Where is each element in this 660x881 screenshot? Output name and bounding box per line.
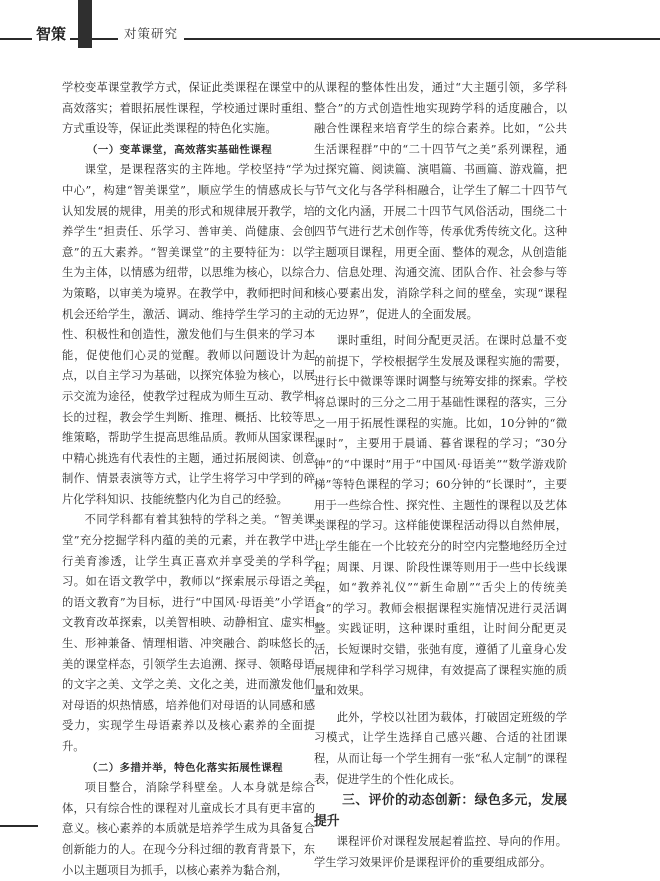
left-column	[62, 78, 315, 881]
paragraph: 从课程的整体性出发，通过“大主题引领，多学科整合”的方式创造性地实现跨学科的适度融合，以融合性课程来培育学生的综合素养。比如，“公共生活课程群”中的“二十四节气之美”系列课程，通过探究篇、阅读篇、演唱篇、书画篇、游戏篇，把节气文化与各学科相融合，让学生了解二十四节气的文化内涵，开展二十四节气风俗活动，围绕二十四节气进行艺术创作等，传承优秀传统文化。这种主题项目课程，用更全面、整体的观念，从创造能力、信息处理、沟通交流、团队合作、社会参与等核心要素出发，消除学科之间的壁垒，实现“课程的无边界”，促进人的全面发展。	[314, 81, 567, 321]
section-heading: 三、评价的动态创新：绿色多元，发展提升	[314, 793, 567, 830]
header-rule	[0, 38, 660, 40]
paragraph: 课程评价对课程发展起着监控、导向的作用。学生学习效果评价是课程评价的重要组成部分。	[314, 835, 567, 869]
right-column	[314, 78, 567, 873]
section-name: 对策研究	[118, 24, 184, 42]
paragraph: 课时重组，时间分配更灵活。在课时总量不变的前提下，学校根据学生发展及课程实施的需要，进行长中微课等课时调整与统筹安排的探索。学校将总课时的三分之二用于基础性课程的落实，三分之一用于拓展性课程的实施。比如，10分钟的“微课时”，主要用于晨诵、暮省课程的学习；“30分钟”的“中课时”用于“中国风·母语美”“数学游戏阶梯”等特色课程的学习；60分钟的“长课时”，主要用于一些综合性、探究性、主题性的课程以及艺体类课程的学习。这样能使课程活动得以自然伸展，让学生能在一个比较充分的时空内完整地经历全过程；周课、月课、阶段性课等则用于一些中长线课程，如“教养礼仪”“新生命剧”“舌尖上的传统美食”的学习。教师会根据课程实施情况进行灵活调整。实践证明，这种课时重组，让时间分配更灵活，长短课时交错，张弛有度，遵循了儿童身心发展规律和学科学习规律，有效提高了课程实施的质量和效果。	[314, 334, 567, 698]
subsection-heading: （一）变革课堂，高效落实基础性课程	[86, 143, 273, 156]
paragraph: 不同学科都有着其独特的学科之美。“智美课堂”充分挖掘学科内蕴的美的元素，并在教学中进行美育渗透，让学生真正喜欢并享受美的学科学习。如在语文教学中，教师以“探索展示母语之美的语文教育”为目标，进行“中国风·母语美”小学语文教育改革探索，以美智相映、动静相宜、虚实相生、形神兼备、情理相谐、冲突融合、韵味悠长的美的课堂样态，引领学生去追溯、探寻、领略母语的文字之美、文学之美、文化之美，进而激发他们对母语的炽热情感，培养他们对母语的认同感和感受力，实现学生母语素养以及核心素养的全面提升。	[62, 513, 315, 753]
paragraph: 此外，学校以社团为载体，打破固定班级的学习模式，让学生选择自己感兴趣、合适的社团课程，从而让每一个学生拥有一张“私人定制”的课程表，促进学生的个性化成长。	[314, 710, 567, 786]
header-accent-bar	[78, 0, 92, 48]
footer-rule	[0, 825, 38, 827]
paragraph: 项目整合，消除学科壁垒。人本身就是综合体，只有综合性的课程对儿童成长才具有更丰富的意义。核心素养的本质就是培养学生成为具备复合创新能力的人。在现今分科过细的教育背景下，东小以主题项目为抓手，以核心素养为黏合剂，	[62, 781, 315, 877]
paragraph: 学校变革课堂教学方式，保证此类课程在课堂中的高效落实；着眼拓展性课程，学校通过课时重组、方式重设等，保证此类课程的特色化实施。	[62, 81, 315, 136]
journal-brand: 智策	[32, 23, 70, 44]
paragraph: 课堂，是课程落实的主阵地。学校坚持“学为中心”，构建“智美课堂”，顺应学生的情感成长与认知发展的规律，用美的形式和规律展开教学，培养学生“担责任、乐学习、善审美、尚健康、会创意”的五大素养。“智美课堂”的主要特征为：以学生为主体，以情感为纽带，以思维为核心，以综合为策略，以审美为境界。在教学中，教师把时间和机会还给学生，激活、调动、维持学生学习的主动性、积极性和创造性，激发他们与生俱来的学习本能，促使他们心灵的觉醒。教师以问题设计为起点，以自主学习为基础，以探究体验为核心，以展示交流为途径，使教学过程成为师生互动、教学相长的过程，教会学生判断、推理、概括、比较等思维策略，帮助学生提高思维品质。教师从国家课程中精心挑选有代表性的主题，通过拓展阅读、创意制作、情景表演等方式，让学生将学习中学到的碎片化学科知识、技能统整内化为自己的经验。	[62, 163, 315, 506]
subsection-heading: （二）多措并举，特色化落实拓展性课程	[86, 761, 283, 774]
